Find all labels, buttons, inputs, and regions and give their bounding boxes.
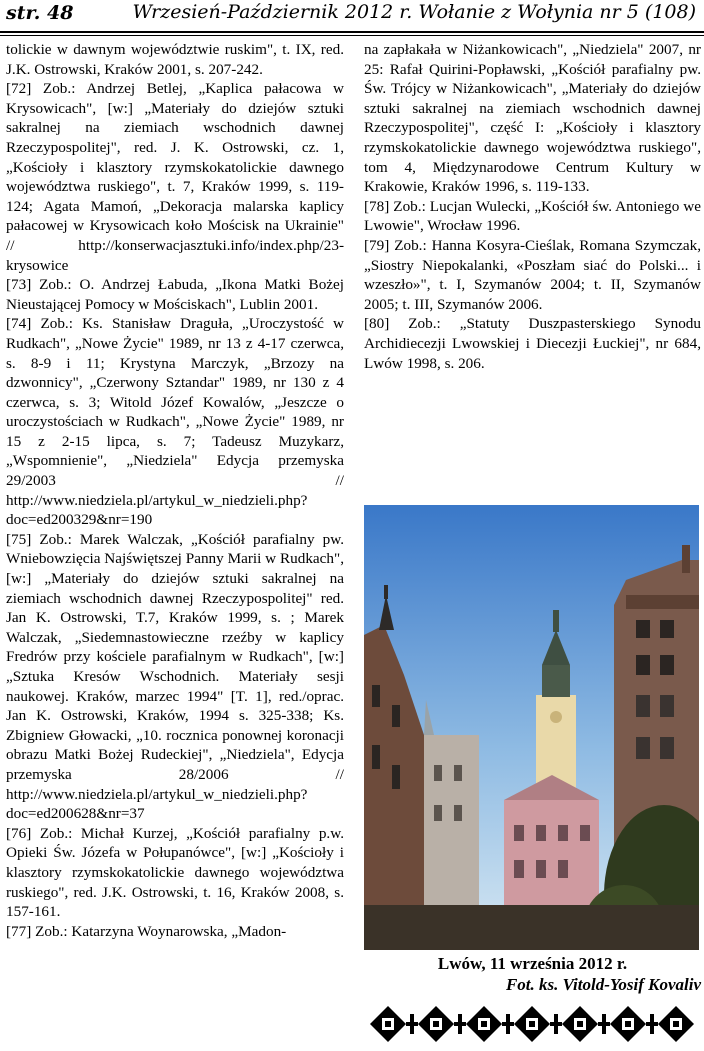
caption-place-date: Lwów, 11 września 2012 r. — [437, 954, 628, 973]
footnote-77: [77] Zob.: Katarzyna Woynarowska, „Madon- — [6, 922, 287, 940]
footnote-73: [73] Zob.: O. Andrzej Łabuda, „Ikona Matki Bożej Nieustającej Pomocy w Mościskach", Lublin 2001. — [6, 276, 344, 313]
header-rule — [0, 31, 704, 33]
footnote-72: [72] Zob.: Andrzej Betlej, „Kaplica pałacowa w Krysowicach", [w:] „Materiały do dziejów sztuki sakralnej na ziemiach wschodnich dawnej Rzeczypospolitej", red. J. K. Ostrowski, cz. 1, „Kościoły i klasztory rzymskokatolickie dawnego województwa ruskiego", t. 7, Kraków 1999, s. 119-124; Agata Mamoń, „Dekoracja malarska kaplicy pałacowej w Krysowicach koło Mościsk na Ukrainie" // http://konserwacjasztuki.info/index.php/23-krysowice — [6, 80, 344, 274]
footnote-continued: tolickie w dawnym województwie ruskim", t. IX, red. J.K. Ostrowski, Kraków 2001, s. 207-242. — [6, 41, 344, 78]
journal-title: Wrzesień-Październik 2012 r. Wołanie z Wołynia nr 5 (108) — [132, 1, 696, 23]
footnote-77-continued: na zapłakała w Niżankowicach", „Niedziela" 2007, nr 25: Rafał Quirini-Popławski, „Kościół parafialny pw. Św. Trójcy w Niżankowicach", „Materiały do dziejów sztuki sakralnej na ziemiach wschodnich dawnej Rzeczypospolitej", część I: „Kościoły i klasztory rzymskokatolickie dawnego województwa ruskiego", tom 4, Międzynarodowe Centrum Kultury w Krakowie, Kraków 1996, s. 119-133. — [364, 41, 701, 196]
city-photo — [364, 505, 699, 950]
right-column — [364, 40, 701, 373]
page-number: str. 48 — [6, 2, 74, 24]
footnote-78: [78] Zob.: Lucjan Wulecki, „Kościół św. Antoniego we Lwowie", Wrocław 1996. — [364, 197, 701, 235]
ornament-icon — [366, 1002, 698, 1046]
footnote-75: [75] Zob.: Marek Walczak, „Kościół parafialny pw. Wniebowzięcia Najświętszej Panny Marii w Rudkach", [w:] „Materiały do dziejów sztuki sakralnej na ziemiach wschodnich dawnej Rzeczypospolitej" red. Jan K. Ostrowski, T.7, Kraków 1999, s. ; Marek Walczak, „Siedemnastowieczne rzeźby w kaplicy Fredrów przy kościele parafialnym w Rudkach", [w:] „Sztuka Kresów Wschodnich. Materiały sesji naukowej. Kraków, marzec 1994" [T. 1], red./oprac. Jan K. Ostrowski, Kraków, 1994 s. 325-338; Ks. Zbigniew Głowacki, „10. rocznica ponownej koronacji obrazu Matki Bożej Rudeckiej", „Niedziela", Edycja przemyska 28/2006 // http://www.niedziela.pl/artykul_w_niedzieli.php?doc=ed200628&nr=37 — [6, 530, 344, 823]
footnote-80: [80] Zob.: „Statuty Duszpasterskiego Synodu Archidiecezji Lwowskiej i Diecezji Łuckiej", nr 684, Lwów 1998, s. 206. — [364, 315, 701, 372]
footnote-79: [79] Zob.: Hanna Kosyra-Cieślak, Romana Szymczak, „Siostry Niepokalanki, «Poszłam siać do Polski... i wzeszło»", t. I, Szymanów 2004; t. II, Szymanów 2005; t. III, Szymanów 2006. — [364, 236, 701, 313]
header-rule-thin — [0, 35, 704, 36]
footnote-76: [76] Zob.: Michał Kurzej, „Kościół parafialny p.w. Opieki Św. Józefa w Połupanówce", [w:] „Kościoły i klasztory rzymskokatolickie dawnego województwa ruskiego", red. J.K. Ostrowski, t. 16, Kraków 2008, s. 157-161. — [6, 824, 344, 921]
decorative-ornament — [366, 1002, 698, 1046]
city-photo-svg — [364, 505, 699, 950]
page-header — [0, 0, 704, 34]
footnote-74: [74] Zob.: Ks. Stanisław Draguła, „Uroczystość w Rudkach", „Nowe Życie" 1989, nr 13 z 4-17 czerwca, s. 8-9 i 11; Krystyna Marczyk, „Brzozy na dzwonnicy", „Czerwony Sztandar" 1989, nr 130 z 4 czerwca, s. 3; Witold Józef Kowalów, „Jeszcze o uroczystościach w Rudkach", „Nowe Życie" 1989, nr 15 z 2-15 lipca, s. 7; Tadeusz Muzykarz, „Wspomnienie", „Niedziela" Edycja przemyska 29/2003 // http://www.niedziela.pl/artykul_w_niedzieli.php?doc=ed200329&nr=190 — [6, 315, 344, 529]
left-column — [6, 40, 344, 941]
photo-caption — [364, 953, 701, 995]
caption-credit: Fot. ks. Vitold-Yosif Kovaliv — [505, 975, 701, 994]
